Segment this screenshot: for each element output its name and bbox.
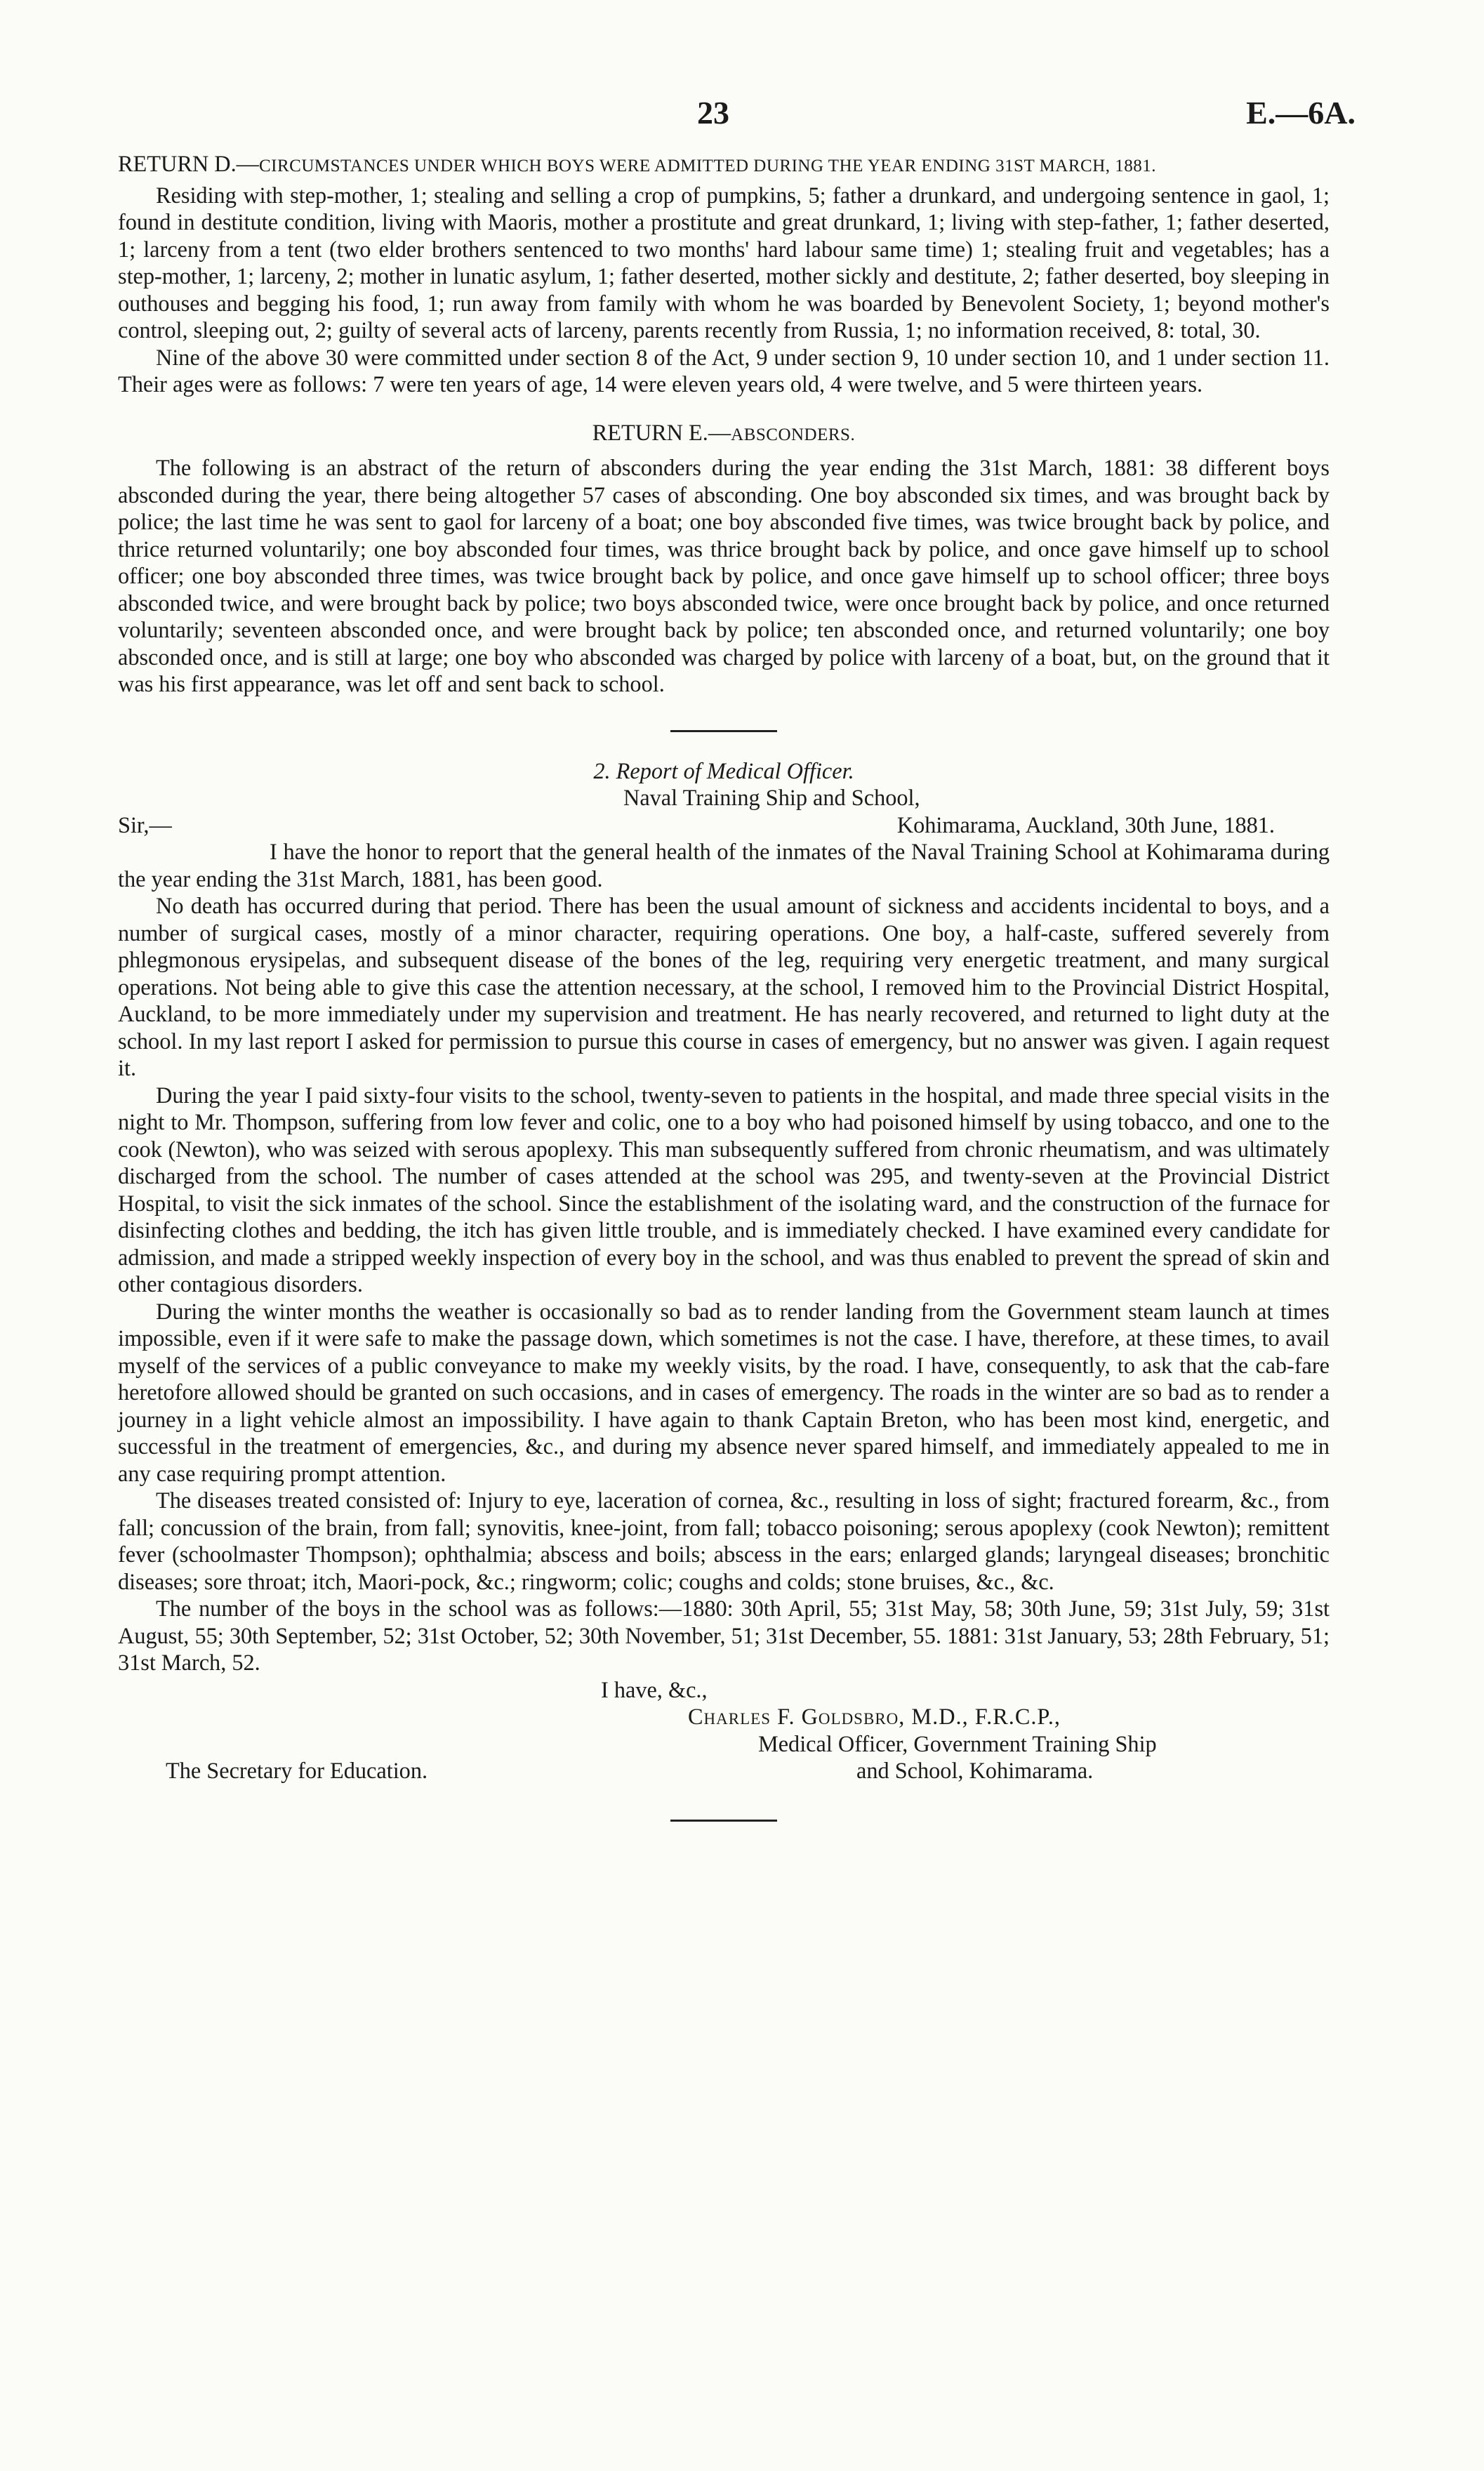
report-paragraph-3: During the year I paid sixty-four visits to the school, twenty-seven to patients in the hospital, and made three special visits in the night to Mr. Thompson, suffering from low fever and colic, one to a boy who had poisoned himself by using tobacco, and one to the cook (Newton), who was seized with serous apoplexy. This man subsequently suffered from chronic rheumatism, and was ultimately discharged from the school. The number of cases attended at the school was 295, and twenty-seven at the Provincial District Hospital, to visit the sick inmates of the school. Since the establishment of the isolating ward, and the construction of the furnace for disinfecting clothes and bedding, the itch has given little trouble, and is immediately checked. I have examined every candidate for admission, and made a stripped weekly inspection of every boy in the school, and was thus enabled to prevent the spread of skin and other contagious disorders. [118,1082,1330,1297]
end-divider [670,1820,777,1822]
report-paragraph-5: The diseases treated consisted of: Injury to eye, laceration of cornea, &c., resulting in loss of sight; fractured forearm, &c., from fall; concussion of the brain, from fall; synovitis, knee-joint, from fall; tobacco poisoning; serous apoplexy (cook Newton); remittent fever (schoolmaster Thompson); ophthalmia; abscess and boils; abscess in the ears; enlarged glands; laryngeal diseases; bronchitic diseases; sore throat; itch, Maori-pock, &c.; ringworm; colic; coughs and colds; stone bruises, &c., &c. [118,1488,1330,1594]
section-divider [670,730,777,732]
report-paragraph-6: The number of the boys in the school was as follows:—1880: 30th April, 55; 31st May, 58; 30th June, 59; 31st July, 59; 31st August, 55; 30th September, 52; 31st October, 52; 30th November, 51; 31st December, 55. 1881: 31st January, 53; 28th February, 51; 31st March, 52. [118,1596,1330,1675]
return-e-label: RETURN E.— [592,419,731,445]
return-e-paragraph: The following is an abstract of the return of absconders during the year ending the 31st March, 1881: 38 different boys absconded during the year, there being altogether 57 cases of absconding. One boy absconded six times, and was brought back by police; the last time he was sent to gaol for larceny of a boat; one boy absconded five times, was twice brought back by police, and thrice returned voluntarily; one boy absconded four times, was thrice brought back by police, and once gave himself up to school officer; one boy absconded three times, was twice brought back by police, and once gave himself up to school officer; three boys absconded twice, and were brought back by police; two boys absconded twice, were once brought back by police, and once returned voluntarily; seventeen absconded once, and were brought back by police; ten absconded once, and returned voluntarily; one boy absconded once, and is still at large; one boy who absconded was charged by police with larceny of a boat, but, on the ground that it was his first appearance, was let off and sent back to school. [118,455,1330,696]
return-e-heading [118,419,1330,449]
return-d-heading [118,150,1330,180]
return-d-paragraph-2: Nine of the above 30 were committed under section 8 of the Act, 9 under section 9, 10 under section 10, and 1 under section 11. Their ages were as follows: 7 were ten years of age, 14 were eleven years old, 4 were twelve, and 5 were thirteen years. [118,344,1330,397]
return-e-title: ABSCONDERS. [731,425,856,444]
return-d-paragraph-1: Residing with step-mother, 1; stealing and selling a crop of pumpkins, 5; father a drunkard, and undergoing sentence in gaol, 1; found in destitute condition, living with Maoris, mother a prostitute and great drunkard, 1; living with step-father, 1; father deserted, 1; larceny from a tent (two elder brothers sentenced to two months' hard labour same time) 1; stealing fruit and vegetables; has a step-mother, 1; larceny, 2; mother in lunatic asylum, 1; father deserted, mother sickly and destitute, 2; father deserted, boy sleeping in outhouses and begging his food, 1; run away from family with whom he was boarded by Benevolent Society, 1; beyond mother's control, sleeping out, 2; guilty of several acts of larceny, parents recently from Russia, 1; no information received, 8: total, 30. [118,182,1330,343]
signatory-name: Charles F. Goldsbro, M.D., F.R.C.P., [688,1704,1061,1729]
addressee-row [118,1757,1330,1784]
report-paragraph-2: No death has occurred during that period. There has been the usual amount of sickness and accidents incidental to boys, and a number of surgical cases, mostly of a minor character, requiring operations. One boy, a half-caste, suffered severely from phlegmonous erysipelas, and subsequent disease of the bones of the leg, requiring very energetic treatment, and many surgical operations. Not being able to give this case the attention necessary, at the school, I removed him to the Provincial District Hospital, Auckland, to be more immediately under my supervision and treatment. He has nearly recovered, and returned to light duty at the school. In my last report I asked for permission to pursue this course in cases of emergency, but no answer was given. I again request it. [118,893,1330,1080]
medical-report-heading: 2. Report of Medical Officer. [593,757,854,783]
page-number: 23 [697,95,729,131]
page-body [118,150,1330,1822]
letter-address-line-1: Naval Training Ship and School, [623,785,920,810]
letter-address-line-2: Kohimarama, Auckland, 30th June, 1881. [896,811,1275,837]
medical-report-section [118,757,1330,1784]
report-paragraph-1: I have the honor to report that the general health of the inmates of the Naval Training School at Kohimarama during the year ending the 31st March, 1881, has been good. [118,839,1330,892]
letter-addressee: The Secretary for Education. [166,1758,428,1783]
signatory-title-line-2: and School, Kohimarama. [856,1758,1094,1783]
report-paragraph-4: During the winter months the weather is occasionally so bad as to render landing from the Government steam launch at times impossible, even if it were safe to make the passage down, which sometimes is not the case. I have, therefore, at these times, to avail myself of the services of a public conveyance to make my weekly visits, by the road. I have, consequently, to ask that the cab-fare heretofore allowed should be granted on such occasions, and in cases of emergency. The roads in the winter are so bad as to render a journey in a light vehicle almost an impossibility. I have again to thank Captain Breton, who has been most kind, energetic, and successful in the treatment of emergencies, &c., and during my absence never spared himself, and immediately appealed to me in any case requiring prompt attention. [118,1298,1330,1486]
letter-salutation: Sir,— [118,811,172,837]
return-d-section [118,150,1330,398]
return-d-label: RETURN D.— [118,151,259,176]
signature-line [118,1703,1330,1730]
document-reference: E.—6A. [1246,95,1356,131]
return-e-section [118,419,1330,698]
salutation-row [118,811,1330,839]
letter-closing: I have, &c., [601,1676,708,1702]
signatory-title-line-1: Medical Officer, Government Training Ship [758,1730,1157,1756]
page-header [0,94,1484,131]
return-d-title: CIRCUMSTANCES UNDER WHICH BOYS WERE ADMITTED DURING THE YEAR ENDING 31ST MARCH, 1881. [258,157,1157,175]
